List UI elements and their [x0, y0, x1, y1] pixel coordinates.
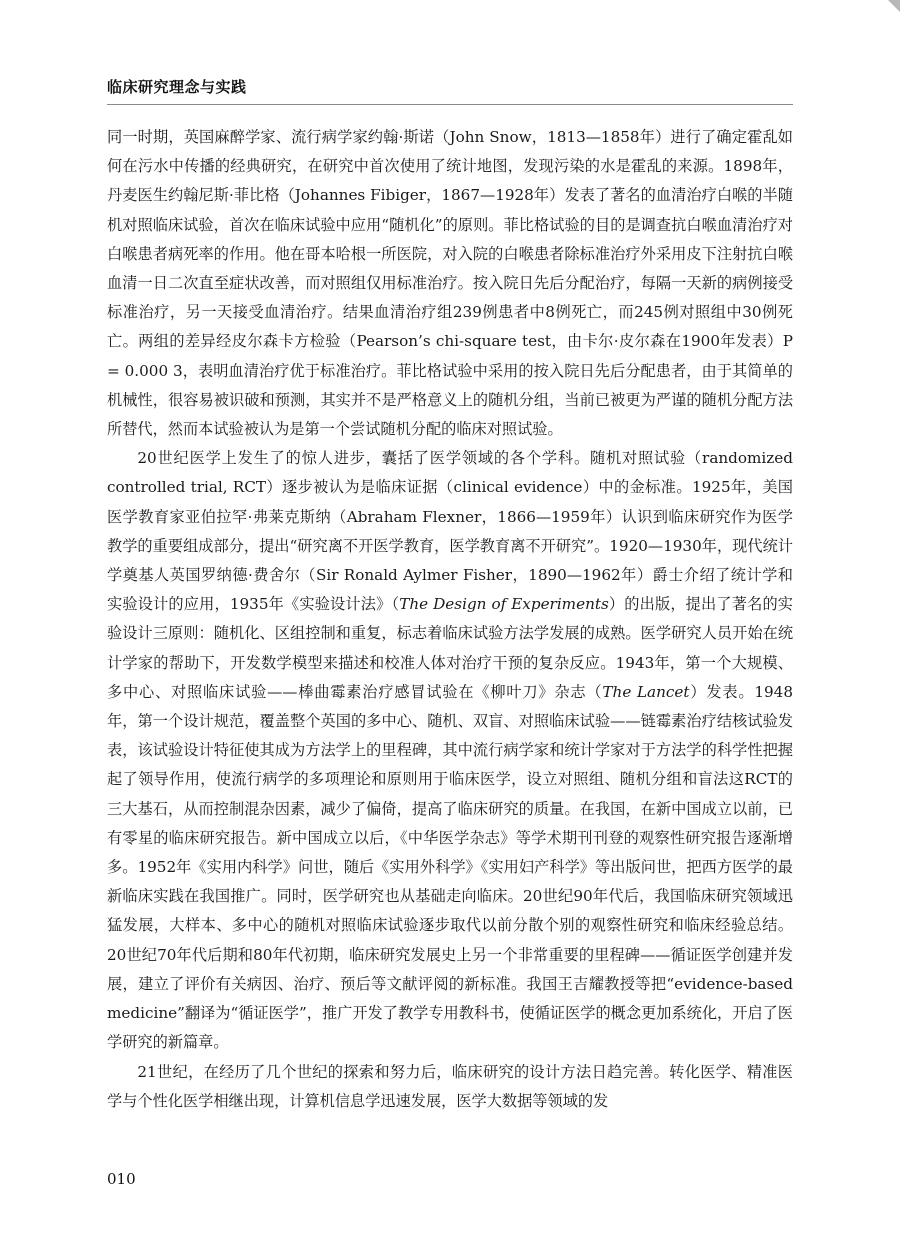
book-title-design-of-experiments: The Design of Experiments	[399, 595, 609, 614]
running-header-title: 临床研究理念与实践	[107, 78, 247, 96]
paragraph-2-part-b: ）的出版，提出了著名的实验设计三原则：随机化、区组控制和重复，标志着临床试验方法学发展的成熟。医学研究人员开始在统计学家的帮助下，开发数学模型来描述和校准人体对治疗干预的复杂反应。1943年，第一个大规模、多中心、对照临床试验——棒曲霉素治疗感冒试验在《柳叶刀》杂志（	[107, 595, 793, 701]
page-number: 010	[107, 1170, 136, 1188]
paragraph-3: 21世纪，在经历了几个世纪的探索和努力后，临床研究的设计方法日趋完善。转化医学、精准医学与个性化医学相继出现，计算机信息学迅速发展，医学大数据等领域的发	[107, 1062, 793, 1110]
paragraph-1: 同一时期，英国麻醉学家、流行病学家约翰·斯诺（John Snow，1813—1858年）进行了确定霍乱如何在污水中传播的经典研究，在研究中首次使用了统计地图，发现污染的水是霍乱的来源。1898年，丹麦医生约翰尼斯·菲比格（Johannes Fibiger，1867—1928年）发表了著名的血清治疗白喉的半随机对照临床试验，首次在临床试验中应用“随机化”的原则。菲比格试验的目的是调查抗白喉血清治疗对白喉患者病死率的作用。他在哥本哈根一所医院，对入院的白喉患者除标准治疗外采用皮下注射抗白喉血清一日二次直至症状改善，而对照组仅用标准治疗。按入院日先后分配治疗，每隔一天新的病例接受标准治疗，另一天接受血清治疗。结果血清治疗组239例患者中8例死亡，而245例对照组中30例死亡。两组的差异经皮尔森卡方检验（Pearson’s chi-square test，由卡尔·皮尔森在1900年发表）P = 0.000 3，表明血清治疗优于标准治疗。菲比格试验中采用的按入院日先后分配患者，由于其简单的机械性，很容易被识破和预测，其实并不是严格意义上的随机分组，当前已被更为严谨的随机分配方法所替代，然而本试验被认为是第一个尝试随机分配的临床对照试验。	[107, 128, 793, 439]
journal-title-the-lancet: The Lancet	[602, 682, 690, 701]
header-rule	[107, 104, 793, 105]
paragraph-2-part-c: ）发表。1948年，第一个设计规范，覆盖整个英国的多中心、随机、双盲、对照临床试验——链霉素治疗结核试验发表，该试验设计特征使其成为方法学上的里程碑，其中流行病学家和统计学家对于方法学的科学性把握起了领导作用，使流行病学的多项理论和原则用于临床医学，设立对照组、随机分组和盲法这RCT的三大基石，从而控制混杂因素，减少了偏倚，提高了临床研究的质量。在我国，在新中国成立以前，已有零星的临床研究报告。新中国成立以后，《中华医学杂志》等学术期刊刊登的观察性研究报告逐渐增多。1952年《实用内科学》问世，随后《实用外科学》《实用妇产科学》等出版问世，把西方医学的最新临床实践在我国推广。同时，医学研究也从基础走向临床。20世纪90年代后，我国临床研究领域迅猛发展，大样本、多中心的随机对照临床试验逐步取代以前分散个别的观察性研究和临床经验总结。20世纪70年代后期和80年代初期，临床研究发展史上另一个非常重要的里程碑——循证医学创建并发展，建立了评价有关病因、治疗、预后等文献评阅的新标准。我国王吉耀教授等把“evidence-based medicine”翻译为“循证医学”，推广开发了教学专用教科书，使循证医学的概念更加系统化，开启了医学研究的新篇章。	[107, 682, 794, 1052]
body-text	[107, 123, 793, 1116]
corner-mark	[888, 0, 900, 12]
paragraph-2	[107, 444, 793, 1057]
paragraph-2-part-a: 20世纪医学上发生了的惊人进步，囊括了医学领域的各个学科。随机对照试验（randomized controlled trial, RCT）逐步被认为是临床证据（clinical evidence）中的金标准。1925年，美国医学教育家亚伯拉罕·弗莱克斯纳（Abraham Flexner，1866—1959年）认识到临床研究作为医学教学的重要组成部分，提出“研究离不开医学教育，医学教育离不开研究”。1920—1930年，现代统计学奠基人英国罗纳德·费舍尔（Sir Ronald Aylmer Fisher，1890—1962年）爵士介绍了统计学和实验设计的应用，1935年《实验设计法》（	[107, 449, 793, 614]
